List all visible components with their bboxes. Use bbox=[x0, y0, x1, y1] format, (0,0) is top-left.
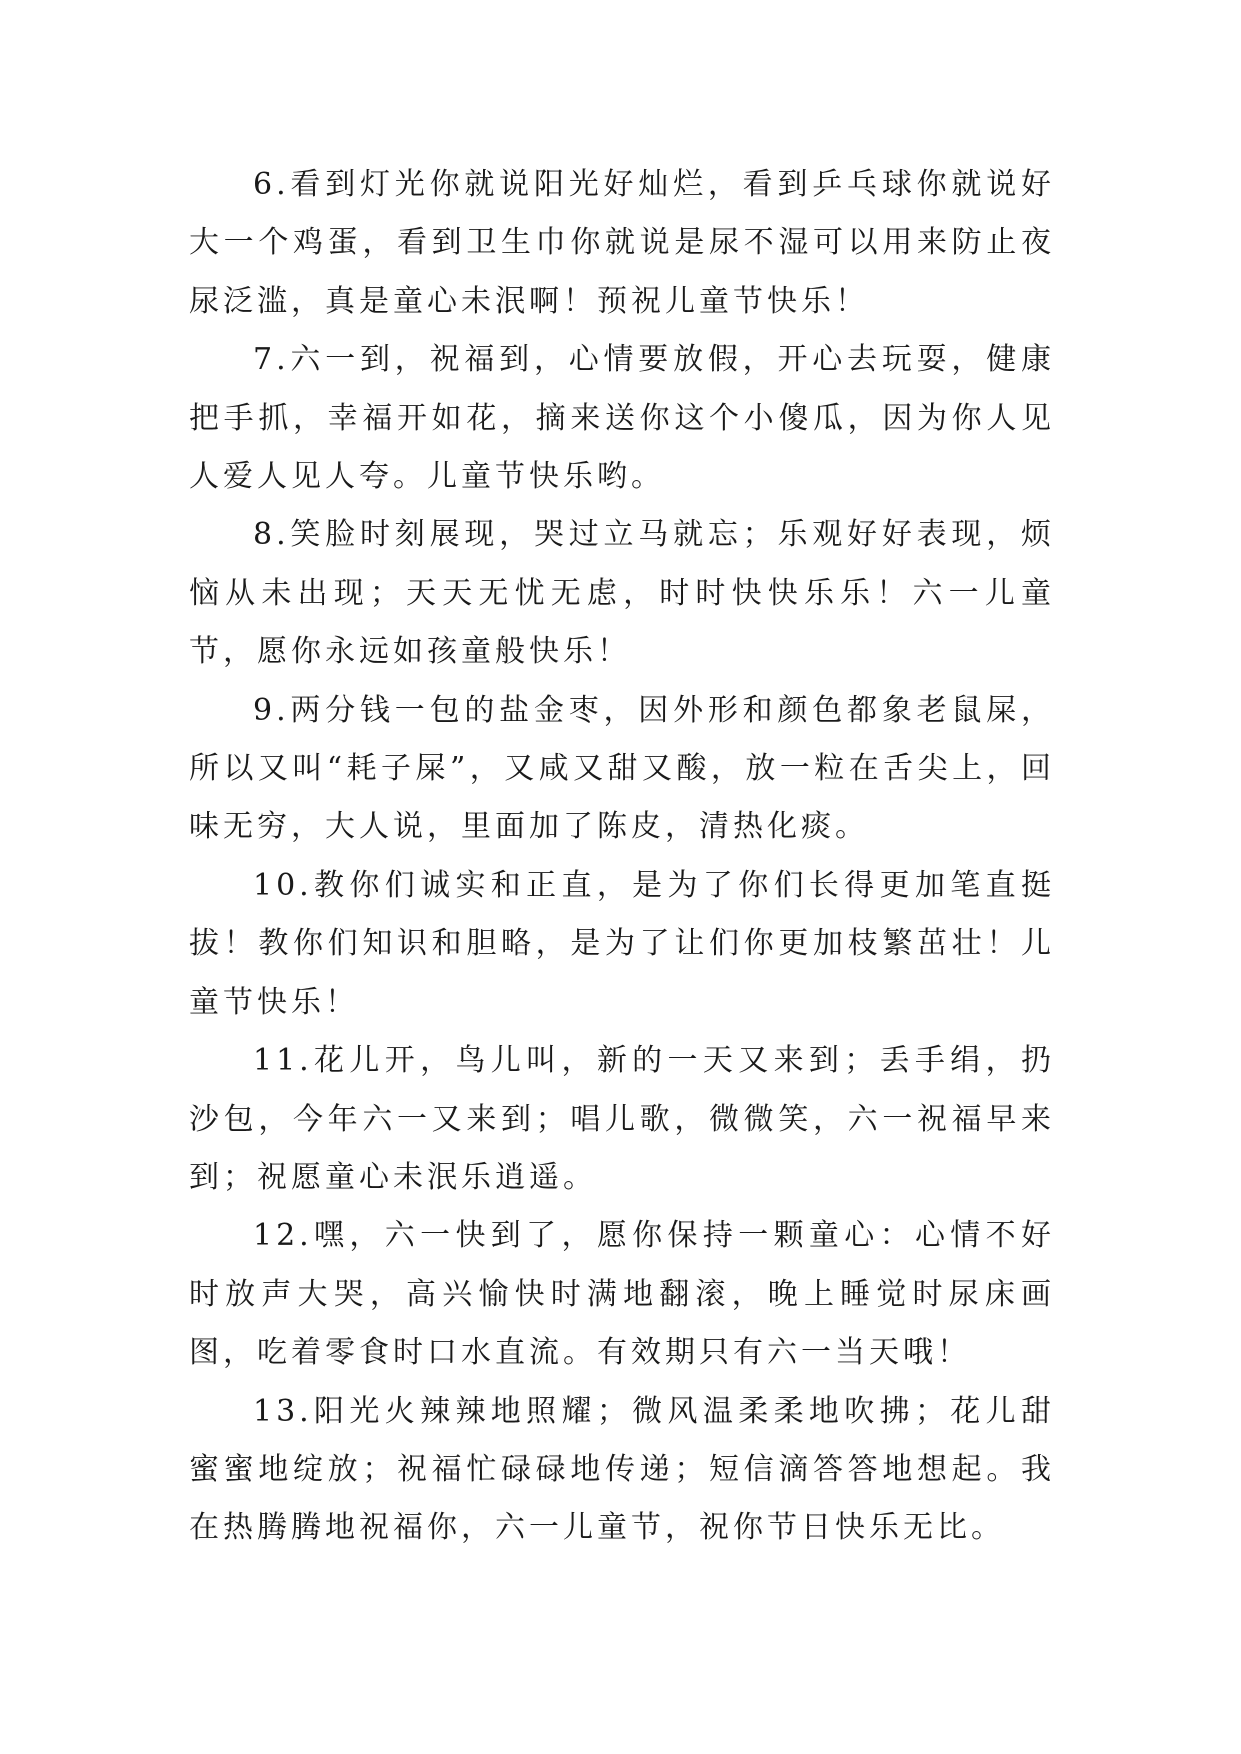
wish-paragraph-9: 9.两分钱一包的盐金枣，因外形和颜色都象老鼠屎，所以又叫“耗子屎”，又咸又甜又酸，放一粒在舌尖上，回味无穷，大人说，里面加了陈皮，清热化痰。 bbox=[189, 692, 1055, 845]
wish-paragraph-7: 7.六一到，祝福到，心情要放假，开心去玩耍，健康把手抓，幸福开如花，摘来送你这个小傻瓜，因为你人见人爱人见人夸。儿童节快乐哟。 bbox=[189, 342, 1055, 495]
wish-paragraph-12: 12.嘿，六一快到了，愿你保持一颗童心：心情不好时放声大哭，高兴愉快时满地翻滚，晚上睡觉时尿床画图，吃着零食时口水直流。有效期只有六一当天哦！ bbox=[189, 1218, 1055, 1371]
wish-paragraph-6: 6.看到灯光你就说阳光好灿烂，看到乒乓球你就说好大一个鸡蛋，看到卫生巾你就说是尿不湿可以用来防止夜尿泛滥，真是童心未泯啊！预祝儿童节快乐！ bbox=[189, 167, 1055, 319]
wish-paragraph-11: 11.花儿开，鸟儿叫，新的一天又来到；丢手绢，扔沙包，今年六一又来到；唱儿歌，微微笑，六一祝福早来到；祝愿童心未泯乐逍遥。 bbox=[189, 1043, 1055, 1195]
wish-paragraph-13: 13.阳光火辣辣地照耀；微风温柔柔地吹拂；花儿甜蜜蜜地绽放；祝福忙碌碌地传递；短信滴答答地想起。我在热腾腾地祝福你，六一儿童节，祝你节日快乐无比。 bbox=[189, 1393, 1055, 1546]
wish-paragraph-10: 10.教你们诚实和正直，是为了你们长得更加笔直挺拔！教你们知识和胆略，是为了让们你更加枝繁茁壮！儿童节快乐！ bbox=[189, 867, 1055, 1020]
wish-paragraph-8: 8.笑脸时刻展现，哭过立马就忘；乐观好好表现，烦恼从未出现；天天无忧无虑，时时快快乐乐！六一儿童节，愿你永远如孩童般快乐！ bbox=[189, 517, 1055, 670]
document-body bbox=[189, 156, 1055, 1558]
